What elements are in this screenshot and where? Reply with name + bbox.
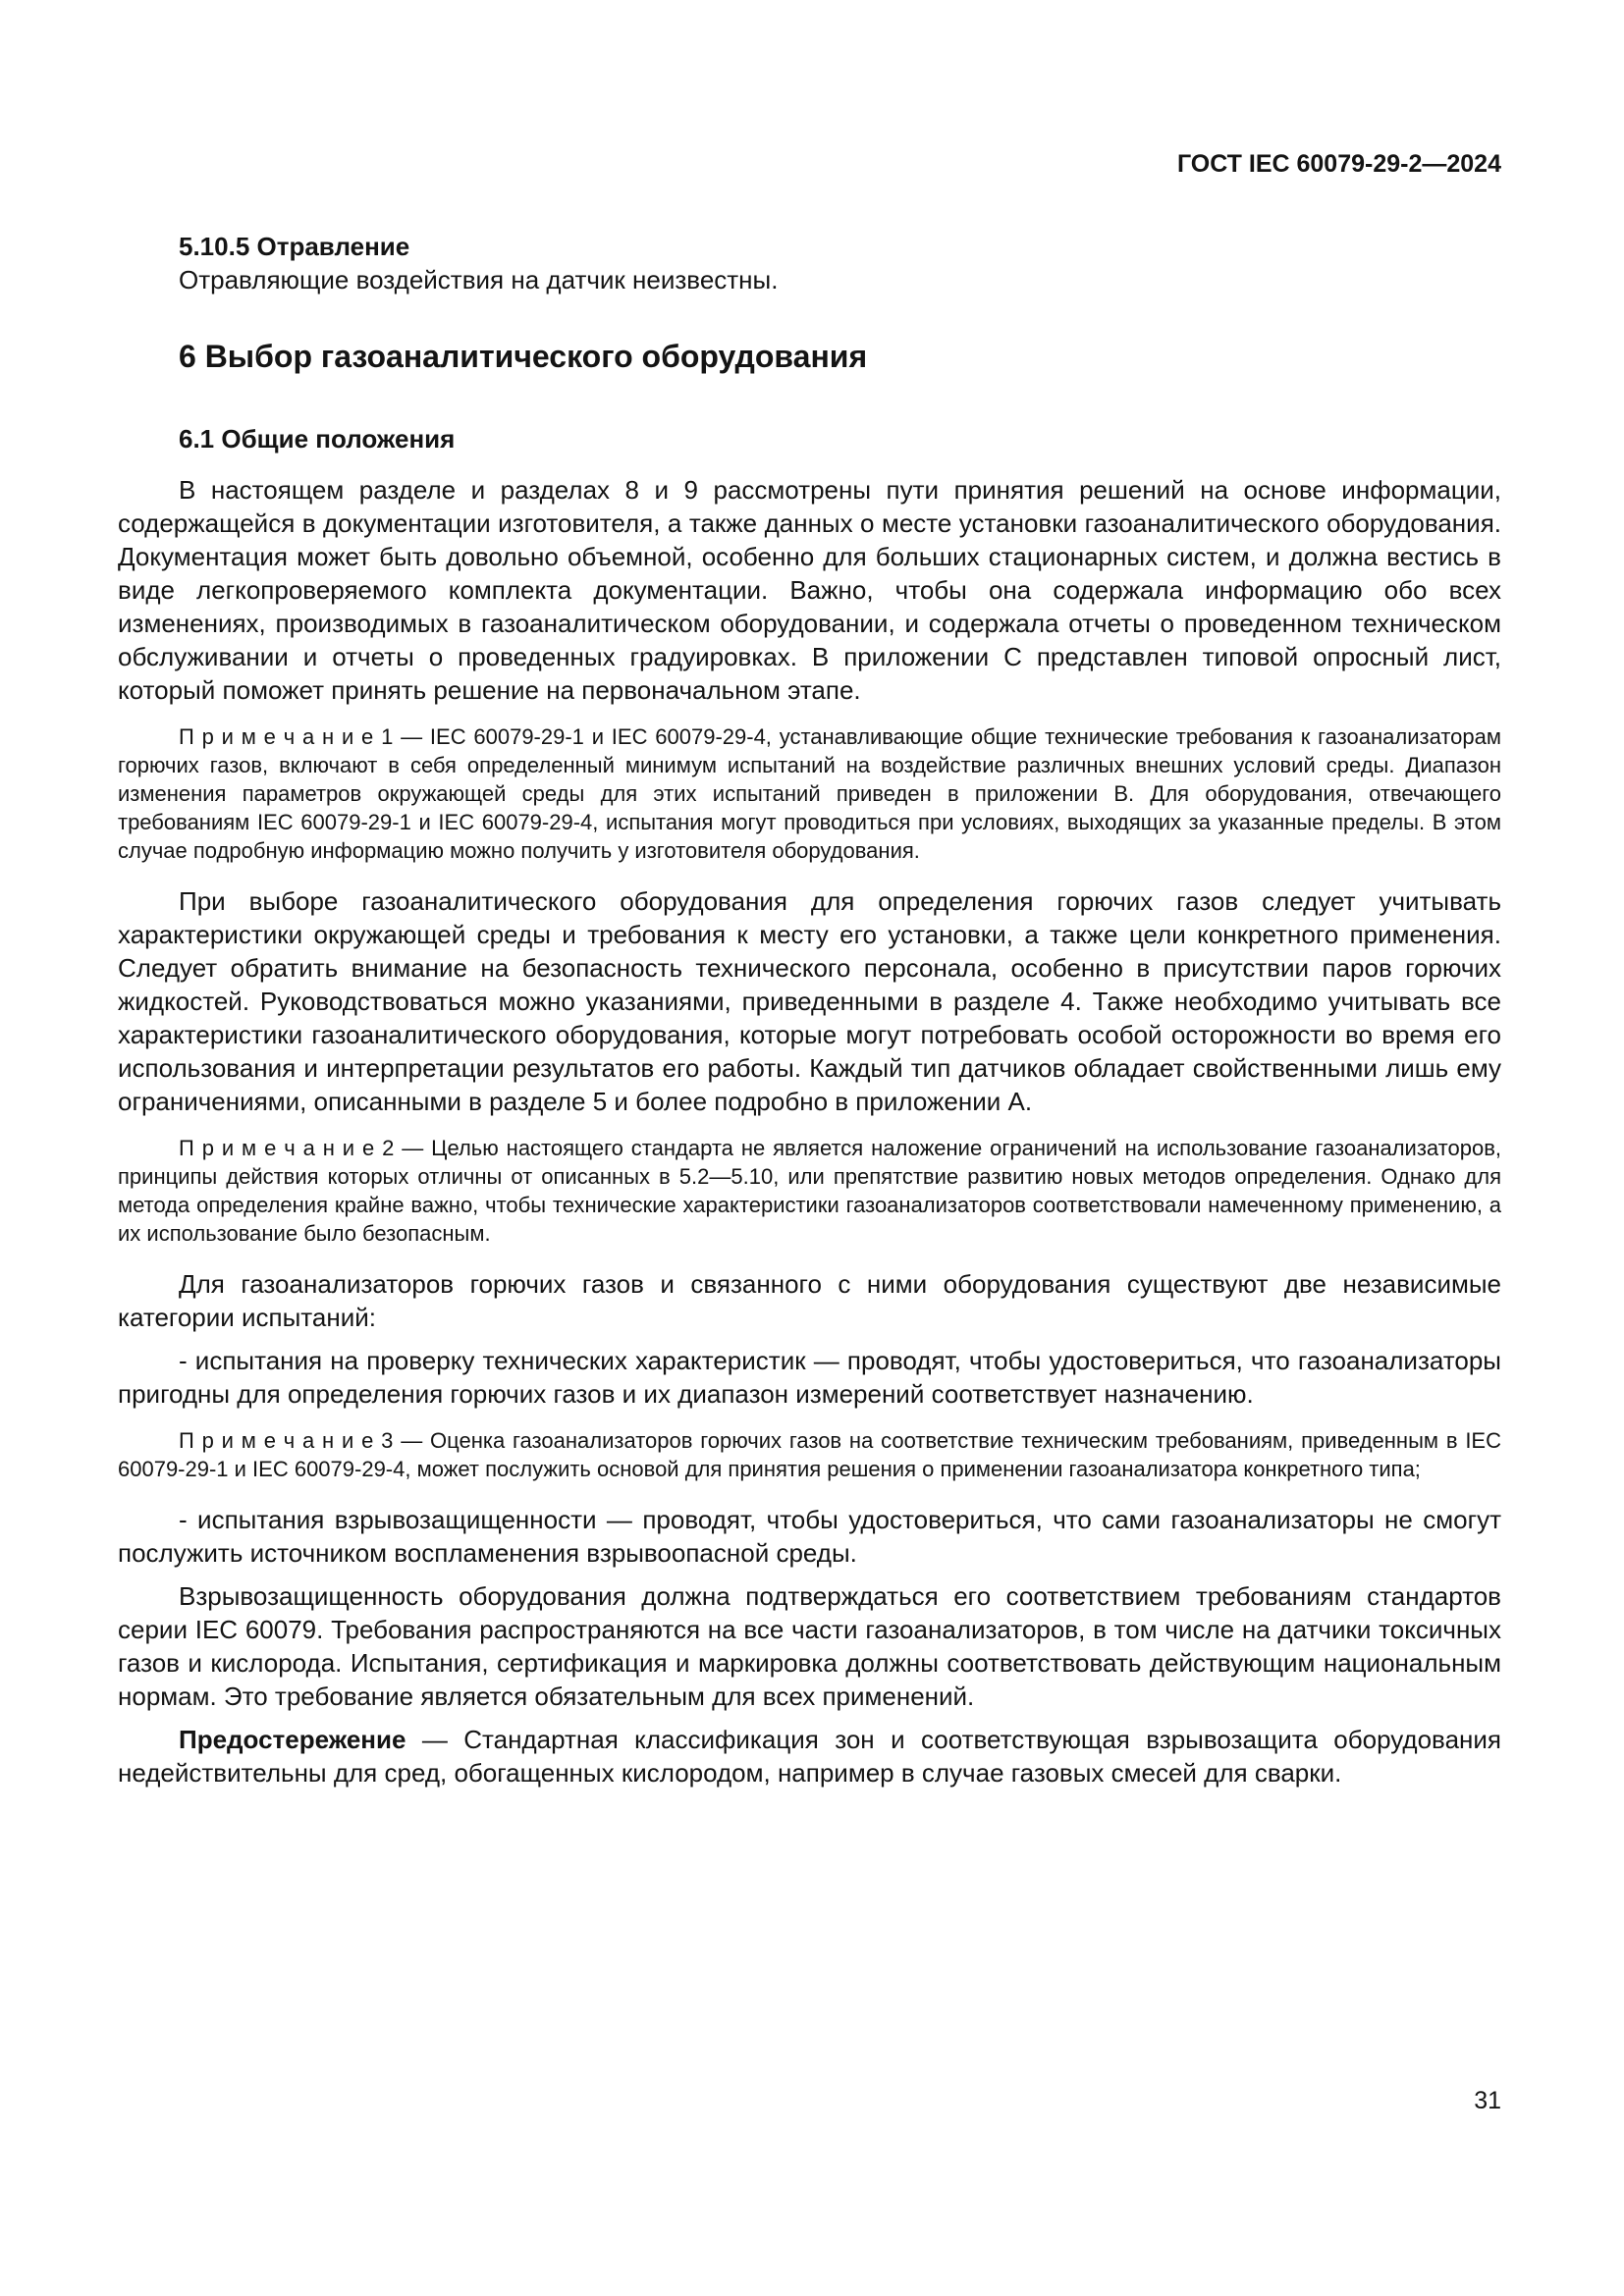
paragraph-note-3: П р и м е ч а н и е 3 — Оценка газоанализаторов горючих газов на соответствие техническим требованиям, приведенным в IEC 60079-29-1 и IEC 60079-29-4, может послужить основой для принятия решения о применении газоанализатора конкретного типа;: [118, 1428, 1501, 1481]
paragraph-explosion-protection: Взрывозащищенность оборудования должна подтверждаться его соответствием требованиям стандартов серии IEC 60079. Требования распространяются на все части газоанализаторов, в том числе на датчики токсичных газов и кислорода. Испытания, сертификация и маркировка должны соответствовать действующим национальным нормам. Это требование является обязательным для всех применений.: [118, 1581, 1501, 1711]
paragraph-selection-criteria: При выборе газоаналитического оборудования для определения горючих газов следует учитывать характеристики окружающей среды и требования к месту его установки, а также цели конкретного применения. Следует обратить внимание на безопасность технического персонала, особенно в присутствии паров горючих жидкостей. Руководствоваться можно указаниями, приведенными в разделе 4. Также необходимо учитывать все характеристики газоаналитического оборудования, которые могут потребовать особой осторожности во время его использования и интерпретации результатов его работы. Каждый тип датчиков обладает свойственными лишь ему ограничениями, описанными в разделе 5 и более подробно в приложении А.: [118, 886, 1501, 1116]
paragraph-warning: [118, 1723, 1501, 1789]
warning-lead-label: Предостережение: [179, 1725, 406, 1754]
list-item-performance-tests: - испытания на проверку технических характеристик — проводят, чтобы удостовериться, что газоанализаторы пригодны для определения горючих газов и их диапазон измерений соответствует назначению.: [118, 1346, 1501, 1409]
document-body: [118, 230, 1501, 1789]
warning-text: — Стандартная классификация зон и соответствующая взрывозащита оборудования недействительны для сред, обогащенных кислородом, например в случае газовых смесей для сварки.: [118, 1725, 1501, 1788]
standard-designation: ГОСТ IEC 60079-29-2—2024: [1176, 150, 1501, 178]
paragraph-5-10-5-body: Отравляющие воздействия на датчик неизвестны.: [179, 265, 779, 294]
paragraph-intro: В настоящем разделе и разделах 8 и 9 рассмотрены пути принятия решений на основе информации, содержащейся в документации изготовителя, а также данных о месте установки газоаналитического оборудования. Документация может быть довольно объемной, особенно для больших стационарных систем, и должна вестись в виде легкопроверяемого комплекта документации. Важно, чтобы она содержала информацию обо всех изменениях, производимых в газоаналитическом оборудовании, и содержала отчеты о проведенном техническом обслуживании и отчеты о проведенных градуировках. В приложении С представлен типовой опросный лист, который поможет принять решение на первоначальном этапе.: [118, 475, 1501, 705]
paragraph-note-1: П р и м е ч а н и е 1 — IEC 60079-29-1 и IEC 60079-29-4, устанавливающие общие технические требования к газоанализаторам горючих газов, включают в себя определенный минимум испытаний на воздействие различных внешних условий среды. Диапазон изменения параметров окружающей среды для этих испытаний приведен в приложении В. Для оборудования, отвечающего требованиям IEC 60079-29-1 и IEC 60079-29-4, испытания могут проводиться при условиях, выходящих за указанные пределы. В этом случае подробную информацию можно получить у изготовителя оборудования.: [118, 724, 1501, 863]
heading-5-10-5: 5.10.5 Отравление: [179, 232, 410, 261]
page-number: 31: [1474, 2087, 1501, 2114]
heading-section-6: 6 Выбор газоаналитического оборудования: [179, 339, 868, 374]
paragraph-test-categories-intro: Для газоанализаторов горючих газов и связанного с ними оборудования существуют две независимые категории испытаний:: [118, 1269, 1501, 1332]
document-header: [118, 147, 1501, 181]
list-item-explosion-protection-tests: - испытания взрывозащищенности — проводят, чтобы удостовериться, что сами газоанализаторы не смогут послужить источником воспламенения взрывоопасной среды.: [118, 1505, 1501, 1568]
heading-section-6-1: 6.1 Общие положения: [179, 424, 456, 454]
paragraph-note-2: П р и м е ч а н и е 2 — Целью настоящего стандарта не является наложение ограничений на использование газоанализаторов, принципы действия которых отличны от описанных в 5.2—5.10, или препятствие развитию новых методов определения. Однако для метода определения крайне важно, чтобы технические характеристики газоанализаторов соответствовали намеченному применению, а их использование было безопасным.: [118, 1136, 1501, 1246]
